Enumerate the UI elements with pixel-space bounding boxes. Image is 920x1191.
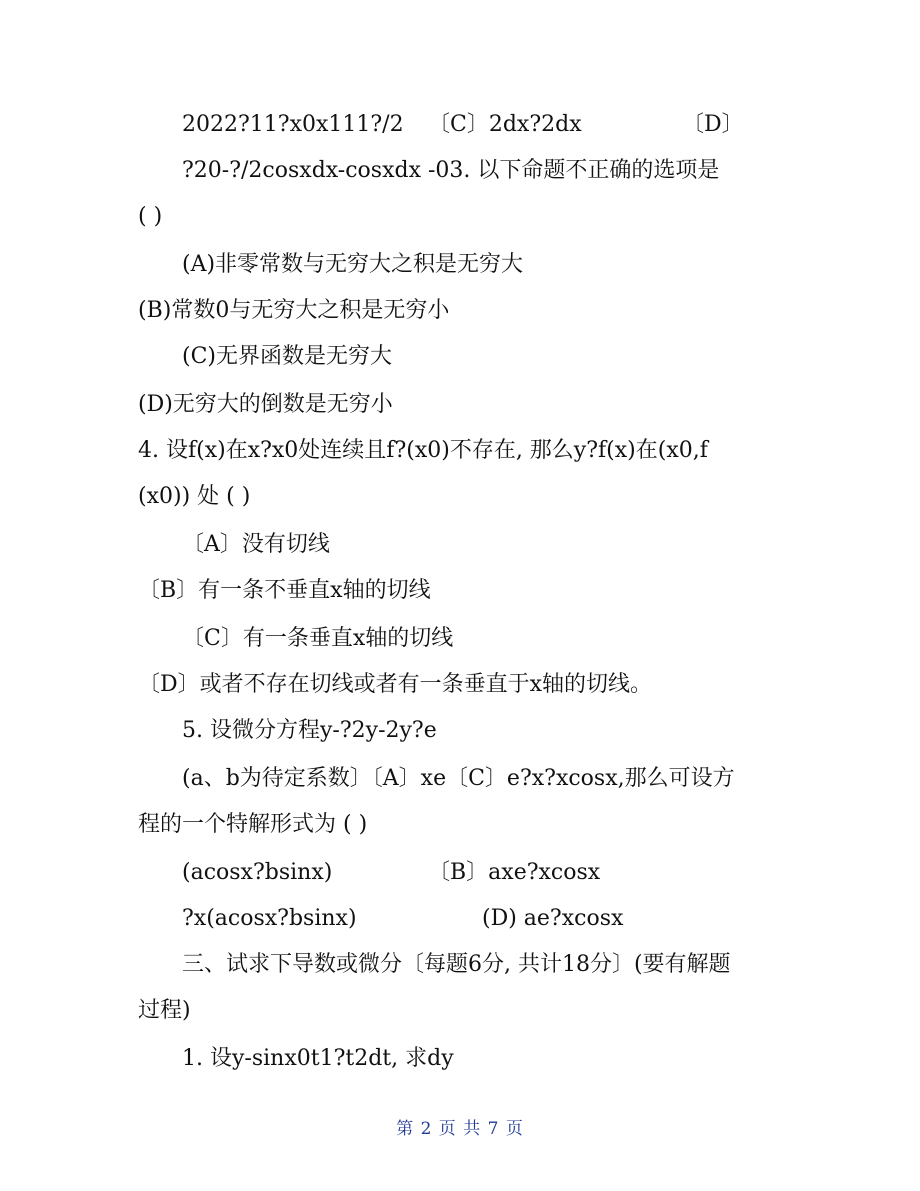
question-5-text-cont: (a、b为待定系数〕〔A〕xe〔C〕e?x?xcosx,那么可设方 [182, 766, 735, 791]
option-a: (A)非零常数与无穷大之积是无穷大 [182, 252, 524, 277]
option-d-line-1 [682, 110, 744, 140]
q4-option-d: 〔D〕或者不存在切线或者有一条垂直于x轴的切线。 [138, 672, 653, 697]
question-4-text-cont: (x0)) 处 ( ) [138, 484, 251, 509]
text-line-1 [182, 110, 404, 140]
option-c: (C)无界函数是无穷大 [182, 344, 392, 369]
text-segment: 2022?11?x0x111?/2 [182, 112, 404, 137]
question-3-text: ?20-?/2cosxdx-cosxdx -03. 以下命题不正确的选项是 [182, 158, 720, 183]
option-d: (D)无穷大的倒数是无穷小 [138, 392, 393, 417]
q4-option-b: 〔B〕有一条不垂直x轴的切线 [138, 578, 431, 603]
section-3-heading-cont: 过程) [138, 998, 191, 1023]
answer-blank: ( ) [138, 204, 163, 229]
section-3-heading: 三、试求下导数或微分〔每题6分, 共计18分〕(要有解题 [182, 952, 731, 977]
question-5-text-cont2: 程的一个特解形式为 ( ) [138, 812, 368, 837]
text-segment: 〔D〕 [682, 112, 744, 137]
question-5-text: 5. 设微分方程y-?2y-2y?e [182, 718, 437, 743]
text-segment: 〔C〕2dx?2dx [428, 112, 582, 137]
q5-option-c: ?x(acosx?bsinx) [182, 906, 357, 931]
section-3-question-1: 1. 设y-sinx0t1?t2dt, 求dy [182, 1046, 454, 1071]
option-c-line-1 [428, 110, 582, 140]
q4-option-c: 〔C〕有一条垂直x轴的切线 [182, 626, 454, 651]
page-footer: 第 2 页 共 7 页 [396, 1119, 524, 1139]
q4-option-a: 〔A〕没有切线 [182, 532, 330, 557]
q5-option-d: (D) ae?xcosx [482, 906, 624, 931]
q5-option-a: (acosx?bsinx) [182, 860, 333, 885]
q5-option-b: 〔B〕axe?xcosx [428, 860, 601, 885]
option-b: (B)常数0与无穷大之积是无穷小 [138, 298, 450, 323]
question-4-text: 4. 设f(x)在x?x0处连续且f?(x0)不存在, 那么y?f(x)在(x0,f [138, 438, 708, 463]
